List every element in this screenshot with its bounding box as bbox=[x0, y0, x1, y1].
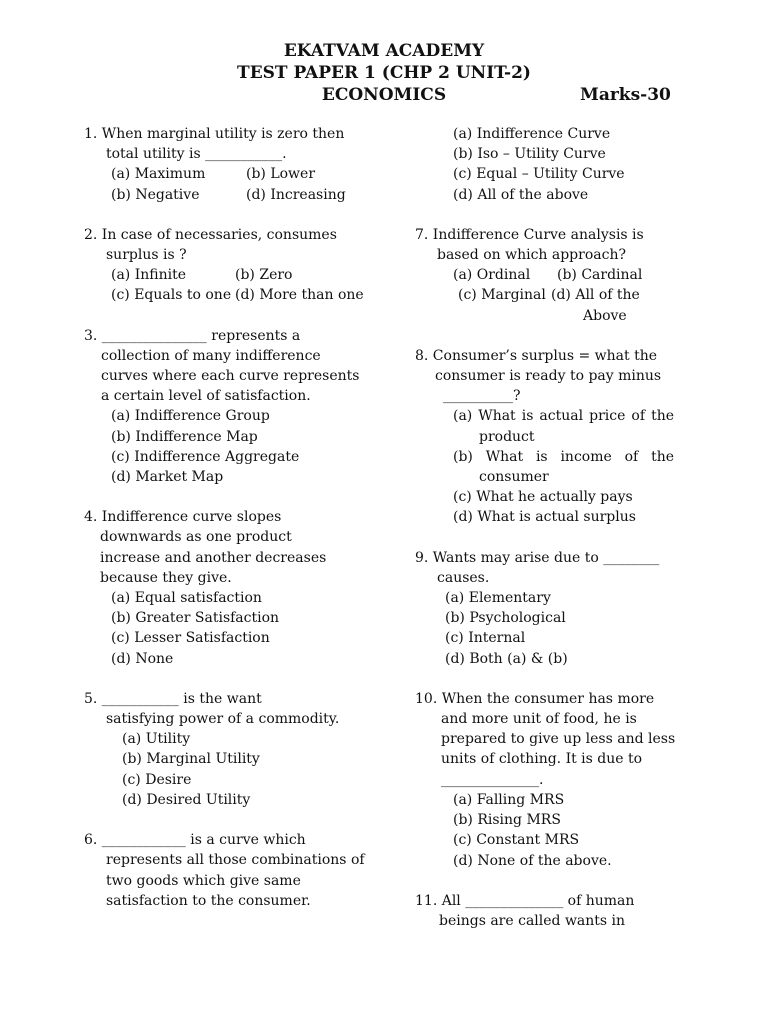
right-column bbox=[415, 124, 690, 951]
option: (b) Cardinal bbox=[557, 267, 643, 284]
question-text: because they give. bbox=[100, 569, 232, 586]
test-paper-title: TEST PAPER 1 (CHP 2 UNIT-2) bbox=[237, 63, 531, 83]
option: (c) Lesser Satisfaction bbox=[111, 630, 270, 647]
question-text: satisfying power of a commodity. bbox=[106, 711, 340, 728]
question-text: curves where each curve represents bbox=[101, 368, 360, 385]
option: (d) Desired Utility bbox=[122, 791, 251, 808]
question-text: causes. bbox=[437, 569, 490, 586]
question-text: 6. ____________ is a curve which bbox=[84, 832, 306, 849]
option: (a) Elementary bbox=[445, 590, 551, 607]
academy-name: EKATVAM ACADEMY bbox=[283, 41, 485, 61]
paper-header bbox=[0, 40, 768, 106]
question-text: and more unit of food, he is bbox=[441, 711, 637, 728]
question-text: downwards as one product bbox=[100, 529, 292, 546]
option-continuation: consumer bbox=[479, 469, 549, 486]
option: (d) All of the above bbox=[453, 186, 589, 203]
option: (a) Ordinal bbox=[453, 267, 531, 284]
option-continuation: product bbox=[479, 428, 535, 445]
option: (c) Desire bbox=[122, 771, 192, 788]
question-text: surplus is ? bbox=[106, 247, 187, 264]
option: (a) What is actual price of the bbox=[453, 408, 674, 425]
option: (a) Indifference Curve bbox=[453, 126, 611, 142]
option: (c) Equals to one bbox=[111, 287, 232, 304]
option: (b) Zero bbox=[235, 267, 293, 284]
question-text: a certain level of satisfaction. bbox=[101, 388, 311, 405]
question-3 bbox=[84, 326, 384, 488]
question-text: two goods which give same bbox=[106, 872, 301, 889]
option: (b) Marginal Utility bbox=[122, 751, 260, 768]
question-6 bbox=[84, 830, 384, 911]
question-8 bbox=[415, 346, 690, 528]
marks-total: Marks-30 bbox=[580, 85, 671, 105]
option: (c) Indifference Aggregate bbox=[111, 448, 300, 465]
option: (c) Equal – Utility Curve bbox=[453, 166, 625, 183]
question-2 bbox=[84, 225, 384, 306]
question-7 bbox=[415, 225, 690, 326]
question-text: satisfaction to the consumer. bbox=[106, 892, 311, 909]
option: (d) Market Map bbox=[111, 469, 224, 486]
question-text: 8. Consumer’s surplus = what the bbox=[415, 347, 658, 364]
option: (b) Lower bbox=[246, 166, 316, 183]
option: (c) What he actually pays bbox=[453, 489, 633, 506]
option: (b) Indifference Map bbox=[111, 428, 258, 445]
question-text: represents all those combinations of bbox=[106, 852, 365, 869]
question-text: consumer is ready to pay minus bbox=[435, 368, 662, 385]
option-row bbox=[415, 265, 690, 285]
question-11 bbox=[415, 891, 690, 931]
option: (d) What is actual surplus bbox=[453, 509, 636, 526]
left-column bbox=[84, 124, 384, 931]
option: (d) Increasing bbox=[246, 186, 346, 203]
option: (a) Infinite bbox=[111, 267, 187, 284]
question-text: units of clothing. It is due to bbox=[441, 751, 643, 768]
question-9 bbox=[415, 548, 690, 669]
question-text: ______________. bbox=[441, 771, 544, 788]
option: (a) Utility bbox=[122, 731, 191, 748]
question-10 bbox=[415, 689, 690, 871]
question-5 bbox=[84, 689, 384, 810]
question-text: __________? bbox=[443, 388, 521, 405]
question-1 bbox=[84, 124, 384, 205]
option: (d) Both (a) & (b) bbox=[445, 650, 568, 667]
option-row bbox=[84, 285, 384, 305]
option: (c) Constant MRS bbox=[453, 832, 580, 849]
option: (d) All of the bbox=[551, 287, 640, 304]
option: (b) What is income of the bbox=[453, 448, 674, 465]
question-text: 10. When the consumer has more bbox=[415, 690, 655, 707]
option-row bbox=[84, 164, 384, 184]
option: (c) Marginal bbox=[458, 287, 546, 304]
question-text: 2. In case of necessaries, consumes bbox=[84, 226, 337, 243]
option: (d) More than one bbox=[235, 287, 364, 304]
question-text: 9. Wants may arise due to ________ bbox=[415, 549, 660, 566]
question-text: beings are called wants in bbox=[439, 912, 626, 929]
option: (b) Negative bbox=[111, 186, 200, 203]
option-row bbox=[84, 265, 384, 285]
question-text: 5. ___________ is the want bbox=[84, 690, 262, 707]
option: (d) None bbox=[111, 650, 174, 667]
question-text: collection of many indifference bbox=[101, 347, 321, 364]
question-text: 4. Indifference curve slopes bbox=[84, 509, 282, 526]
question-text: prepared to give up less and less bbox=[441, 731, 676, 748]
question-4 bbox=[84, 507, 384, 669]
option-row bbox=[415, 285, 690, 305]
option-row bbox=[84, 185, 384, 205]
option: (d) None of the above. bbox=[453, 852, 612, 869]
question-text: total utility is ___________. bbox=[106, 146, 287, 163]
option: (c) Internal bbox=[445, 630, 526, 647]
option: (a) Falling MRS bbox=[453, 791, 565, 808]
question-text: 7. Indifference Curve analysis is bbox=[415, 226, 644, 243]
option: (b) Rising MRS bbox=[453, 812, 561, 829]
option: (b) Psychological bbox=[445, 610, 566, 627]
option: (b) Iso – Utility Curve bbox=[453, 146, 606, 163]
option-continuation: Above bbox=[583, 307, 627, 324]
subject-name: ECONOMICS bbox=[321, 85, 447, 105]
question-text: 1. When marginal utility is zero then bbox=[84, 126, 345, 142]
question-text: 11. All ______________ of human bbox=[415, 892, 635, 909]
question-text: based on which approach? bbox=[437, 247, 626, 264]
subject-row bbox=[0, 84, 768, 106]
option: (a) Indifference Group bbox=[111, 408, 270, 425]
option: (b) Greater Satisfaction bbox=[111, 610, 280, 627]
option: (a) Equal satisfaction bbox=[111, 590, 262, 607]
option: (a) Maximum bbox=[111, 166, 206, 183]
question-6-options bbox=[415, 124, 690, 205]
question-text: increase and another decreases bbox=[100, 549, 327, 566]
question-text: 3. _______________ represents a bbox=[84, 327, 301, 344]
